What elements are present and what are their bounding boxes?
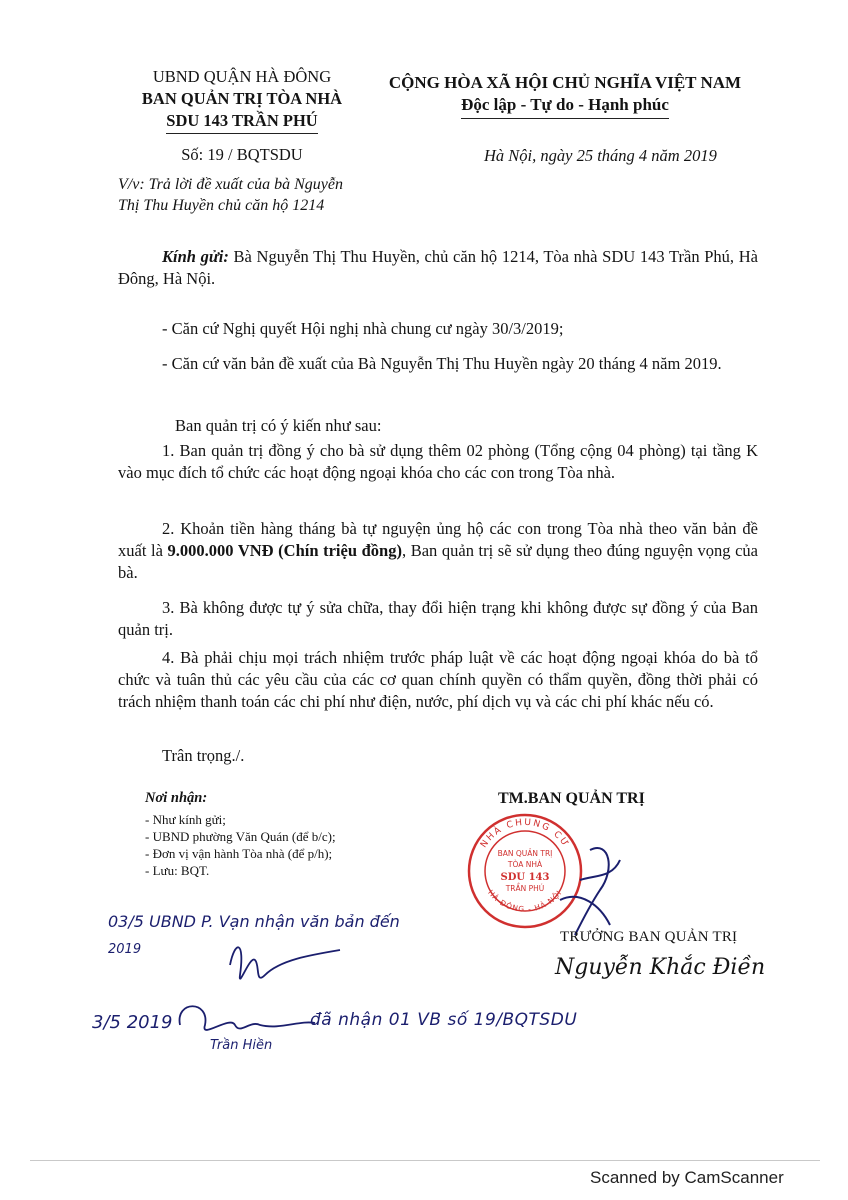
intro-line: Ban quản trị có ý kiến như sau: (175, 416, 382, 435)
document-subject (118, 174, 378, 216)
greeting (118, 246, 758, 290)
handwritten-received-note: đã nhận 01 VB số 19/BQTSDU (310, 1010, 578, 1030)
basis-2: - Căn cứ văn bản đề xuất của Bà Nguyễn Thị Thu Huyền ngày 20 tháng 4 năm 2019. (162, 354, 722, 373)
item-2 (118, 518, 758, 584)
stamp-line-2: TÒA NHÀ (507, 860, 543, 869)
handwritten-signature-1 (210, 935, 350, 995)
recipients-title: Nơi nhận: (145, 790, 208, 806)
document-number: Số: 19 / BQTSDU (181, 145, 303, 164)
stamp-line-4: TRẦN PHÚ (505, 884, 545, 893)
greeting-label: Kính gửi: (162, 247, 229, 266)
item-1: 1. Ban quản trị đồng ý cho bà sử dụng thêm 02 phòng (Tổng cộng 04 phòng) tại tầng K vào mục đích tổ chức các hoạt động ngoại khóa cho các con trong Tòa nhà. (118, 441, 758, 482)
basis-1: - Căn cứ Nghị quyết Hội nghị nhà chung cư ngày 30/3/2019; (162, 319, 564, 338)
recipient-item: - UBND phường Văn Quán (để b/c); (145, 829, 336, 844)
item-3: 3. Bà không được tự ý sửa chữa, thay đổi hiện trạng khi không được sự đồng ý của Ban quản trị. (118, 598, 758, 639)
handwritten-date: 3/5 2019 (92, 1012, 173, 1033)
stamp-line-3: SDU 143 (500, 872, 550, 883)
recipient-item: - Như kính gửi; (145, 812, 226, 827)
signer-role: TRƯỞNG BAN QUẢN TRỊ (560, 929, 738, 945)
national-motto: Độc lập - Tự do - Hạnh phúc (461, 94, 669, 119)
item-4: 4. Bà phải chịu mọi trách nhiệm trước pháp luật về các hoạt động ngoại khóa do bà tổ chức và tuân thủ các yêu cầu của các cơ quan chính quyền có thẩm quyền, đồng thời phải có trách nhiệm thanh toán các chi phí như điện, nước, phí dịch vụ và các chi phí khác nếu có. (118, 648, 758, 711)
issuer-building: SDU 143 TRẦN PHÚ (166, 110, 317, 134)
item-2-text-a: 2. Khoản tiền hàng tháng bà tự nguyện ủng hộ các con trong Tòa nhà theo văn bản đề xuất là (118, 519, 758, 560)
national-header (370, 72, 760, 119)
stamp-line-1: BAN QUẢN TRỊ (497, 849, 553, 858)
issuer-block (118, 66, 366, 166)
item-2-amount: 9.000.000 VNĐ (Chín triệu đồng) (167, 541, 402, 560)
recipient-item: - Đơn vị vận hành Tòa nhà (để p/h); (145, 846, 333, 861)
issuer-board: BAN QUẢN TRỊ TÒA NHÀ (141, 89, 343, 108)
document-date: Hà Nội, ngày 25 tháng 4 năm 2019 (484, 146, 717, 165)
scanner-watermark: Scanned by CamScanner (590, 1168, 784, 1187)
stamp-bottom-arc: HÀ ĐÔNG - HÀ NỘI (486, 888, 564, 914)
closing: Trân trọng./. (162, 746, 245, 765)
item-2-text-b: , Ban quản trị sẽ sử dụng theo đúng nguyện vọng của bà. (118, 541, 758, 582)
chairman-signature-scribble (520, 830, 640, 940)
stamp-top-arc: NHÀ CHUNG CƯ (479, 817, 571, 850)
issuer-district: UBND QUẬN HÀ ĐÔNG (152, 67, 332, 86)
subject-line-2: Thị Thu Huyền chủ căn hộ 1214 (118, 197, 325, 214)
subject-line-1: V/v: Trả lời đề xuất của bà Nguyễn (118, 176, 343, 193)
country-name: CỘNG HÒA XÃ HỘI CHỦ NGHĨA VIỆT NAM (388, 73, 742, 92)
recipient-item: - Lưu: BQT. (145, 863, 210, 878)
signer-name: Nguyễn Khắc Điền (555, 955, 766, 980)
footer-divider (30, 1160, 820, 1161)
handwritten-receipt-note: 03/5 UBND P. Vạn nhận văn bản đến (108, 912, 400, 931)
greeting-text: Bà Nguyễn Thị Thu Huyền, chủ căn hộ 1214, Tòa nhà SDU 143 Trần Phú, Hà Đông, Hà Nội. (118, 247, 758, 288)
handwritten-receiver-name: Trần Hiền (210, 1038, 273, 1053)
recipients-block (145, 790, 405, 879)
handwritten-year: 2019 (108, 942, 142, 957)
on-behalf-title: TM.BAN QUẢN TRỊ (498, 790, 645, 807)
